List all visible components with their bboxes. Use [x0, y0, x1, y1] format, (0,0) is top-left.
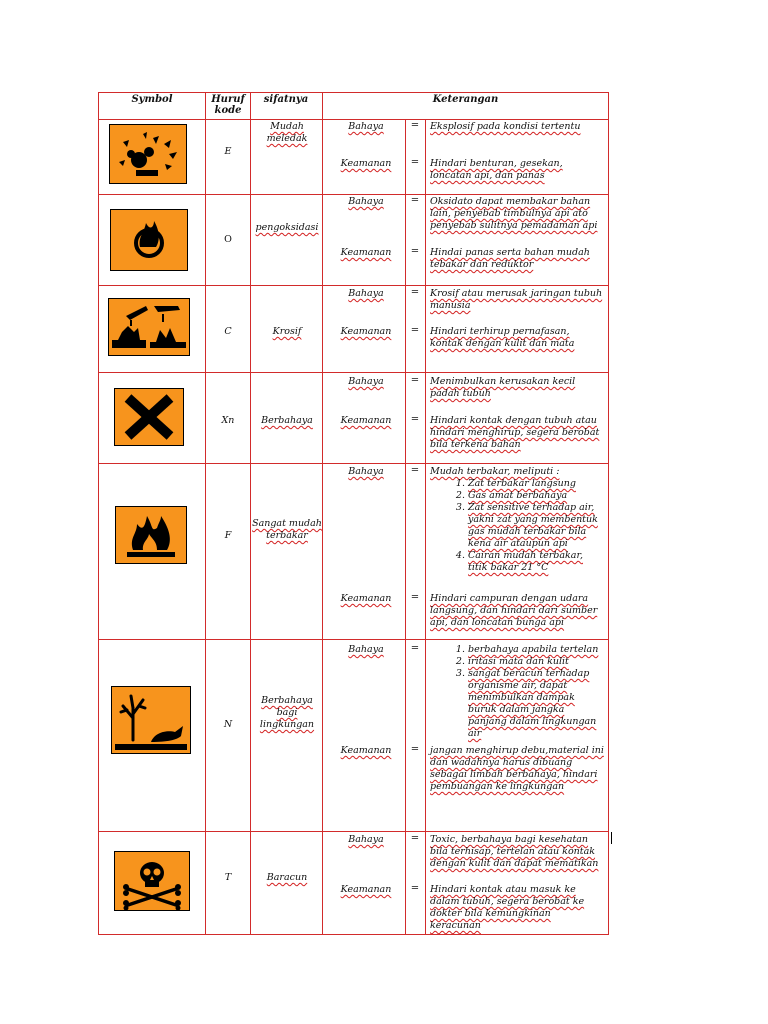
list-item: 1. berbahaya apabila tertelan — [468, 644, 604, 656]
property-c: Krosif — [272, 326, 302, 337]
code-f: F — [224, 530, 232, 541]
environment-hazard-icon — [111, 686, 191, 754]
flammable-icon — [115, 506, 187, 564]
header-code: Huruf kode — [211, 94, 245, 116]
danger-label-f: Bahaya — [348, 466, 384, 477]
safety-t: Hindari kontak atau masuk ke dalam tubuh, segera berobat ke dokter bila kemungkinan keracunan — [430, 884, 585, 931]
safety-label-e: Keamanan — [340, 158, 392, 169]
danger-f-list — [430, 478, 604, 574]
safety-label-xn: Keamanan — [340, 415, 392, 426]
eq-e1: = — [410, 120, 420, 131]
code-o: O — [224, 234, 232, 245]
header-symbol: Symbol — [131, 94, 173, 105]
danger-label-xn: Bahaya — [348, 376, 384, 387]
eq-e2: = — [410, 157, 420, 168]
property-xn: Berbahaya — [261, 415, 313, 426]
eq-o2: = — [410, 246, 420, 257]
eq-n2: = — [410, 744, 420, 755]
safety-label-o: Keamanan — [340, 247, 392, 258]
danger-n-list — [430, 644, 604, 740]
danger-t: Toxic, berbahaya bagi kesehatan bila terhisap, tertelan atau kontak dengan kulit dan dapat mematikan — [430, 834, 599, 869]
code-xn: Xn — [221, 415, 235, 426]
eq-t1: = — [410, 833, 420, 844]
property-n: Berbahaya bagi lingkungan — [259, 695, 315, 730]
danger-label-n: Bahaya — [348, 644, 384, 655]
danger-f — [430, 466, 604, 574]
property-f: Sangat mudah terbakar — [252, 518, 322, 541]
safety-label-f: Keamanan — [340, 593, 392, 604]
safety-c: Hindari terhirup pernafasan, kontak dengan kulit dan mata — [430, 326, 575, 349]
safety-e: Hindari benturan, gesekan, loncatan api, dan panas — [430, 158, 563, 181]
danger-e: Eksplosif pada kondisi tertentu — [430, 121, 581, 132]
safety-n: jangan menghirup debu,material ini dan wadahnya harus dibuang sebagai limbah berbahaya, hindari pembuangan ke lingkungan — [430, 745, 604, 792]
header-info: Keterangan — [432, 94, 499, 105]
danger-label-t: Bahaya — [348, 834, 384, 845]
explosive-icon — [109, 124, 187, 184]
danger-xn: Menimbulkan kerusakan kecil padah tubuh — [430, 376, 576, 399]
code-c: C — [224, 326, 232, 337]
safety-o: Hindai panas serta bahan mudah tebakar dan reduktor — [430, 247, 590, 270]
eq-n1: = — [410, 643, 420, 654]
list-item: 2. iritasi mata dan kulit — [468, 656, 604, 668]
property-o: pengoksidasi — [255, 222, 319, 233]
list-item: 2. Gas amat berbahaya — [468, 490, 604, 502]
code-n: N — [223, 719, 233, 730]
safety-label-t: Keamanan — [340, 884, 392, 895]
safety-f: Hindari campuran dengan udara langsung, dan hindari dari sumber api, dan loncatan bunga api — [430, 593, 598, 628]
oxidizer-flame-icon — [110, 209, 188, 271]
list-item: 3. sangat beracun terhadap organisme air, dapat menimbulkan dampak buruk dalam jangka panjang dalam lingkungan air — [468, 668, 604, 740]
code-e: E — [224, 146, 232, 157]
corrosive-icon — [108, 298, 190, 356]
safety-xn: Hindari kontak dengan tubuh atau hindari menghirup, segera berobat bila terkena bahan — [430, 415, 600, 450]
danger-o: Oksidato dapat membakar bahan lain, penyebab timbulnya api ato penyebab sulitnya pemadaman api — [430, 196, 598, 231]
safety-label-n: Keamanan — [340, 745, 392, 756]
eq-f1: = — [410, 465, 420, 476]
property-t: Baracun — [266, 872, 308, 883]
eq-xn2: = — [410, 414, 420, 425]
property-e: Mudah meledak — [266, 121, 308, 144]
danger-label-c: Bahaya — [348, 288, 384, 299]
danger-n — [430, 644, 604, 740]
text-cursor — [611, 832, 612, 844]
harmful-cross-icon — [114, 388, 184, 446]
danger-label-e: Bahaya — [348, 121, 384, 132]
list-item: 4. Cairan mudah terbakar, titik bakar 21 °C — [468, 550, 604, 574]
list-item: 1. Zat terbakar langsung — [468, 478, 604, 490]
danger-label-o: Bahaya — [348, 196, 384, 207]
safety-label-c: Keamanan — [340, 326, 392, 337]
eq-o1: = — [410, 195, 420, 206]
eq-xn1: = — [410, 375, 420, 386]
list-item: 3. Zat sensitive terhadap air, yakni zat yang membentuk gas mudah terbakar bila kena air ataupun api — [468, 502, 604, 550]
header-property: sifatnya — [263, 94, 309, 105]
eq-c1: = — [410, 287, 420, 298]
code-t: T — [224, 872, 232, 883]
eq-c2: = — [410, 325, 420, 336]
eq-f2: = — [410, 592, 420, 603]
danger-f-intro: Mudah terbakar, meliputi : — [430, 466, 560, 477]
skull-crossbones-icon — [114, 851, 190, 911]
danger-c: Krosif atau merusak jaringan tubuh manusia — [430, 288, 603, 311]
eq-t2: = — [410, 883, 420, 894]
